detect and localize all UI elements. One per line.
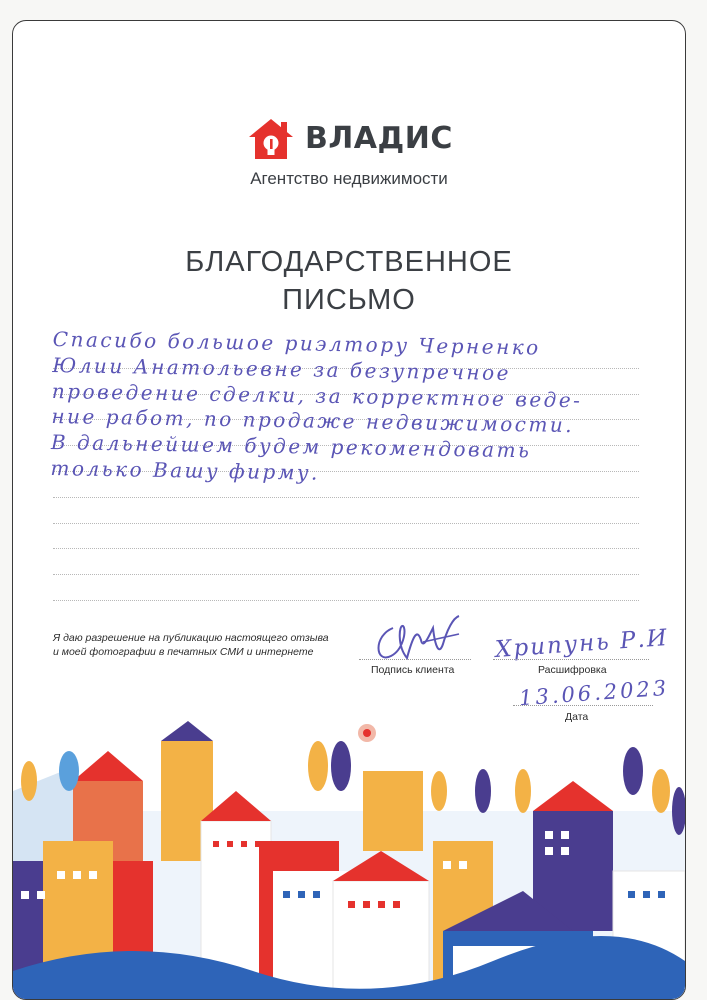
house-key-icon [245, 117, 297, 161]
brand-logo [245, 117, 485, 161]
title-line-1: БЛАГОДАРСТВЕННОЕ [185, 246, 513, 278]
review-line: Юлии Анатольевне за безупречное [52, 352, 512, 385]
document-title [13, 243, 685, 319]
consent-line-1: Я даю разрешение на публикацию настоящего отзыва [53, 632, 329, 644]
letter-sheet [12, 20, 686, 1000]
brand-tagline: Агентство недвижимости [250, 169, 448, 188]
date-caption: Дата [565, 711, 589, 723]
review-line: ние работ, по продаже недвижимости. [51, 404, 575, 438]
review-line: Спасибо большое риэлтору Черненко [52, 327, 541, 360]
publication-consent [53, 631, 353, 659]
date-value: 13.06.2023 [518, 675, 670, 711]
review-line: только Вашу фирму. [50, 455, 321, 485]
decoding-line [493, 659, 649, 660]
decoding-caption: Расшифровка [538, 664, 607, 676]
handwritten-review [50, 327, 653, 492]
review-line: проведение сделки, за корректное веде- [51, 378, 583, 412]
consent-line-2: и моей фотографии в печатных СМИ и интернете [53, 646, 314, 658]
date-line [513, 705, 653, 706]
signature-caption: Подпись клиента [371, 664, 455, 676]
brand-name: ВЛАДИС [305, 121, 453, 156]
city-illustration [13, 711, 685, 1000]
review-line: В дальнейшем будем рекомендовать [50, 430, 532, 463]
decoded-name: Хрипунь Р.И [494, 624, 670, 664]
title-line-2: ПИСЬМО [282, 284, 416, 316]
signature-line [359, 659, 471, 660]
